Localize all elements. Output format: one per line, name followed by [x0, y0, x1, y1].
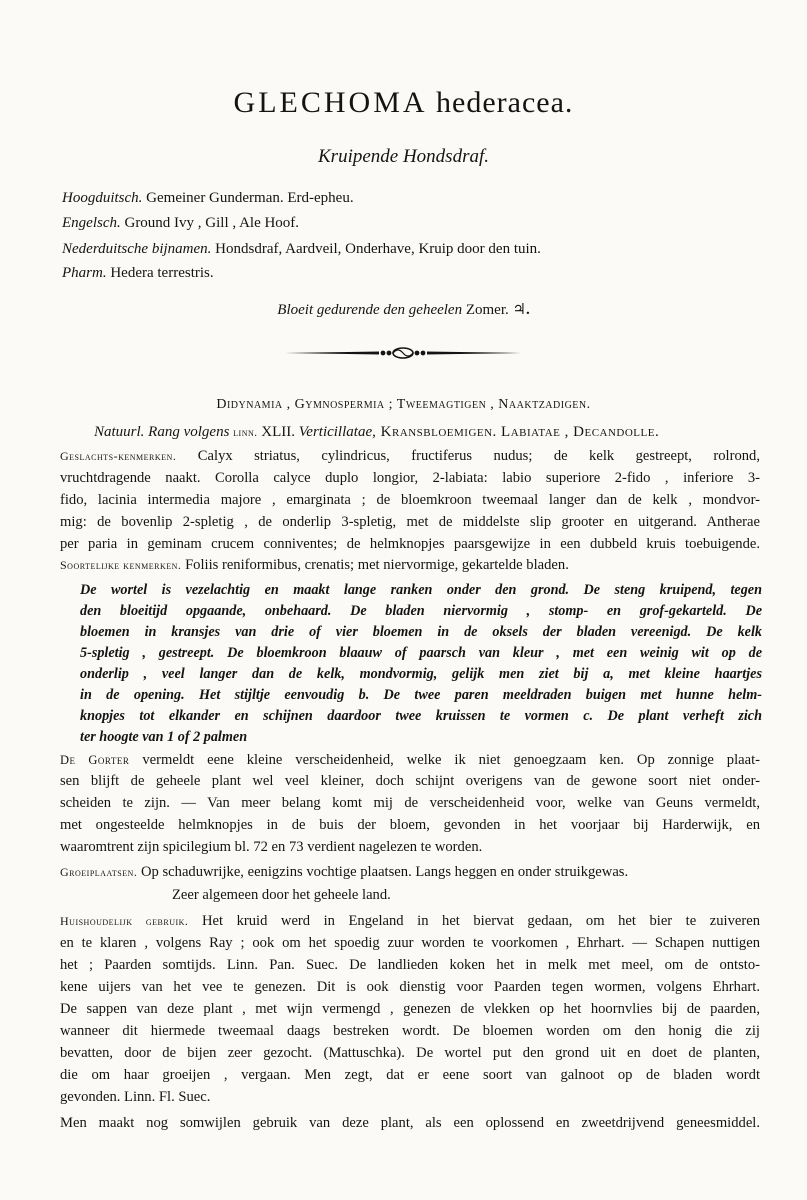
- synonym-line: [62, 241, 541, 258]
- gorter-name: De Gorter: [60, 753, 130, 767]
- notes-line: met ongesteelde helmknopjes in de buis der bloem, gevonden in het voorjaar bij Harderwijk, en: [60, 817, 760, 833]
- notes-line: sen blijft de geheele plant wel veel kleiner, doch schijnt overigens van de gewone soort niet onder-: [60, 773, 760, 789]
- linn-abbrev: linn.: [233, 427, 258, 439]
- description-line: onderlip , veel langer dan de kelk, mondvormig, gelijk men ziet bij a, met kleine haartjes: [80, 666, 762, 682]
- habitat: [60, 864, 628, 881]
- linnaean-class-text: Didynamia , Gymnospermia ; Tweemagtigen , Naaktzadigen.: [216, 397, 591, 412]
- species-characters-label: Soortelijke kenmerken.: [60, 558, 182, 572]
- uses-line: kene uijers van het vee te genezen. Dit is ook dienstig voor Paarden tegen wormen, volgens Ehrhart.: [60, 979, 760, 995]
- uses-line: die om haar groeijen , vergaan. Men zegt, dat er eene soort van galnoot op de bladen wordt: [60, 1067, 760, 1083]
- genus-characters-line: mig: de bovenlip 2-spletig , de onderlip 3-spletig, met de middelste slip grooter en uitgerand. Antherae: [60, 514, 760, 530]
- genus-characters-line: per paria in geminam crucem conniventes; de helmknopjes paarsgewijze in een dubbeld kruis toebuigende.: [60, 536, 760, 552]
- flowering-period: [0, 300, 807, 319]
- dutch-name: Kruipende Hondsdraf.: [318, 146, 489, 167]
- species-characters: [60, 557, 569, 574]
- uses-line: bevatten, door de bijen zeer gezocht. (Mattuschka). De wortel put den grond uit en doet de planten,: [60, 1045, 760, 1061]
- ornamental-divider-icon: [283, 345, 523, 361]
- synonym-text: Ground Ivy , Gill , Ale Hoof.: [124, 215, 300, 231]
- genus-characters-text: Calyx striatus, cylindricus, fructiferus nudus; de kelk gestreept, rolrond,: [197, 448, 760, 464]
- uses-line: De sappen van deze plant , met wijn vermengd , genezen de vlekken op het hoornvlies bij de paarden,: [60, 1001, 760, 1017]
- uses-line: [60, 913, 760, 930]
- perennial-symbol: ♃.: [512, 302, 530, 318]
- notes-line: waaromtrent zijn spicilegium bl. 72 en 73 verdient nagelezen te worden.: [60, 839, 483, 855]
- natural-order-tail: , Kransbloemigen. Labiatae , Decandolle.: [372, 424, 660, 440]
- synonym-text: Hedera terrestris.: [110, 265, 214, 281]
- habitat-line2: Zeer algemeen door het geheele land.: [172, 887, 391, 903]
- uses-line: en te klaren , volgens Ray ; ook om het spoedig zuur worden te voorkomen , Ehrhart. — Schapen nuttigen: [60, 935, 760, 951]
- habitat-label: Groeiplaatsen.: [60, 865, 138, 879]
- synonym-line: [62, 265, 214, 282]
- habitat-text: Op schaduwrijke, eenigzins vochtige plaatsen. Langs heggen en onder struikgewas.: [141, 864, 629, 880]
- genus-characters-line: [60, 448, 760, 465]
- natural-order: [94, 424, 659, 441]
- synonym-line: [62, 190, 354, 207]
- notes-line: scheiden te zijn. — Van meer belang komt mij de verscheidenheid voor, welke van Geuns vermeldt,: [60, 795, 760, 811]
- description-line: knopjes tot elkander en schijnen daardoor twee kruissen te vormen c. De plant verheft zich: [80, 708, 762, 724]
- description-line: De wortel is vezelachtig en maakt lange ranken onder den grond. De steng kruipend, tegen: [80, 582, 762, 598]
- synonym-label: Hoogduitsch.: [62, 190, 143, 206]
- uses-label: Huishoudelijk gebruik.: [60, 914, 189, 928]
- genus-characters-line: fido, lacinia intermedia majore , emarginata ; de bloemkroon tweemaal langer dan de kelk , mondvor-: [60, 492, 760, 508]
- title-genus: GLECHOMA: [233, 86, 428, 119]
- notes-line: [60, 752, 760, 769]
- uses-line: Men maakt nog somwijlen gebruik van deze plant, als een oplossend en zweetdrijvend geneesmiddel.: [60, 1115, 760, 1131]
- flowering-text: Bloeit gedurende den geheelen: [277, 302, 463, 318]
- natural-order-prefix: Natuurl. Rang volgens: [94, 424, 230, 440]
- natural-order-name: Verticillatae: [298, 424, 373, 440]
- linnaean-class: [0, 397, 807, 413]
- genus-characters-line: vruchtdragende naakt. Corolla calyce duplo longior, 2-labiata: labio superiore 2-fido , inferiore 3-: [60, 470, 760, 486]
- uses-text: Het kruid werd in Engeland in het biervat gedaan, om het bier te zuiveren: [201, 913, 760, 929]
- description-line: bloemen in kransjes van drie of vier bloemen in de oksels der bladen vereenigd. De kelk: [80, 624, 762, 640]
- uses-line: gevonden. Linn. Fl. Suec.: [60, 1089, 211, 1105]
- flowering-season: Zomer.: [465, 302, 509, 318]
- species-characters-text: Foliis reniformibus, crenatis; met niervormige, gekartelde bladen.: [185, 557, 569, 573]
- description-line: in de opening. Het stijltje eenvoudig b. De twee paren meeldraden buigen met hunne helm-: [80, 687, 762, 703]
- description-line: ter hoogte van 1 of 2 palmen: [80, 729, 248, 745]
- description-line: den bloeitijd opgaande, onbehaard. De bladen niervormig , stomp- en grof-gekarteld. De: [80, 603, 762, 619]
- notes-text: vermeldt eene kleine verscheidenheid, welke ik niet genoegzaam ken. Op zonnige plaat-: [142, 752, 761, 768]
- synonym-label: Engelsch.: [62, 215, 121, 231]
- description-line: 5-spletig , gestreept. De bloemkroon blaauw of paarsch van kleur , met een weinig wit op de: [80, 645, 762, 661]
- synonym-label: Nederduitsche bijnamen.: [62, 241, 212, 257]
- natural-order-number: XLII.: [261, 424, 296, 440]
- uses-line: wanneer dit hiermede tweemaal daags bestreken wordt. De bloemen worden om den honig die zij: [60, 1023, 760, 1039]
- synonym-text: Hondsdraf, Aardveil, Onderhave, Kruip door den tuin.: [215, 241, 541, 257]
- synonym-text: Gemeiner Gunderman. Erd-epheu.: [146, 190, 354, 206]
- synonym-line: [62, 215, 299, 232]
- genus-characters-label: Geslachts-kenmerken.: [60, 449, 177, 463]
- synonym-label: Pharm.: [62, 265, 107, 281]
- uses-line: het ; Paarden somtijds. Linn. Pan. Suec. De landlieden koken het in melk met meel, om de ontsto-: [60, 957, 760, 973]
- title-species: hederacea.: [436, 86, 574, 119]
- page-title: [0, 86, 807, 120]
